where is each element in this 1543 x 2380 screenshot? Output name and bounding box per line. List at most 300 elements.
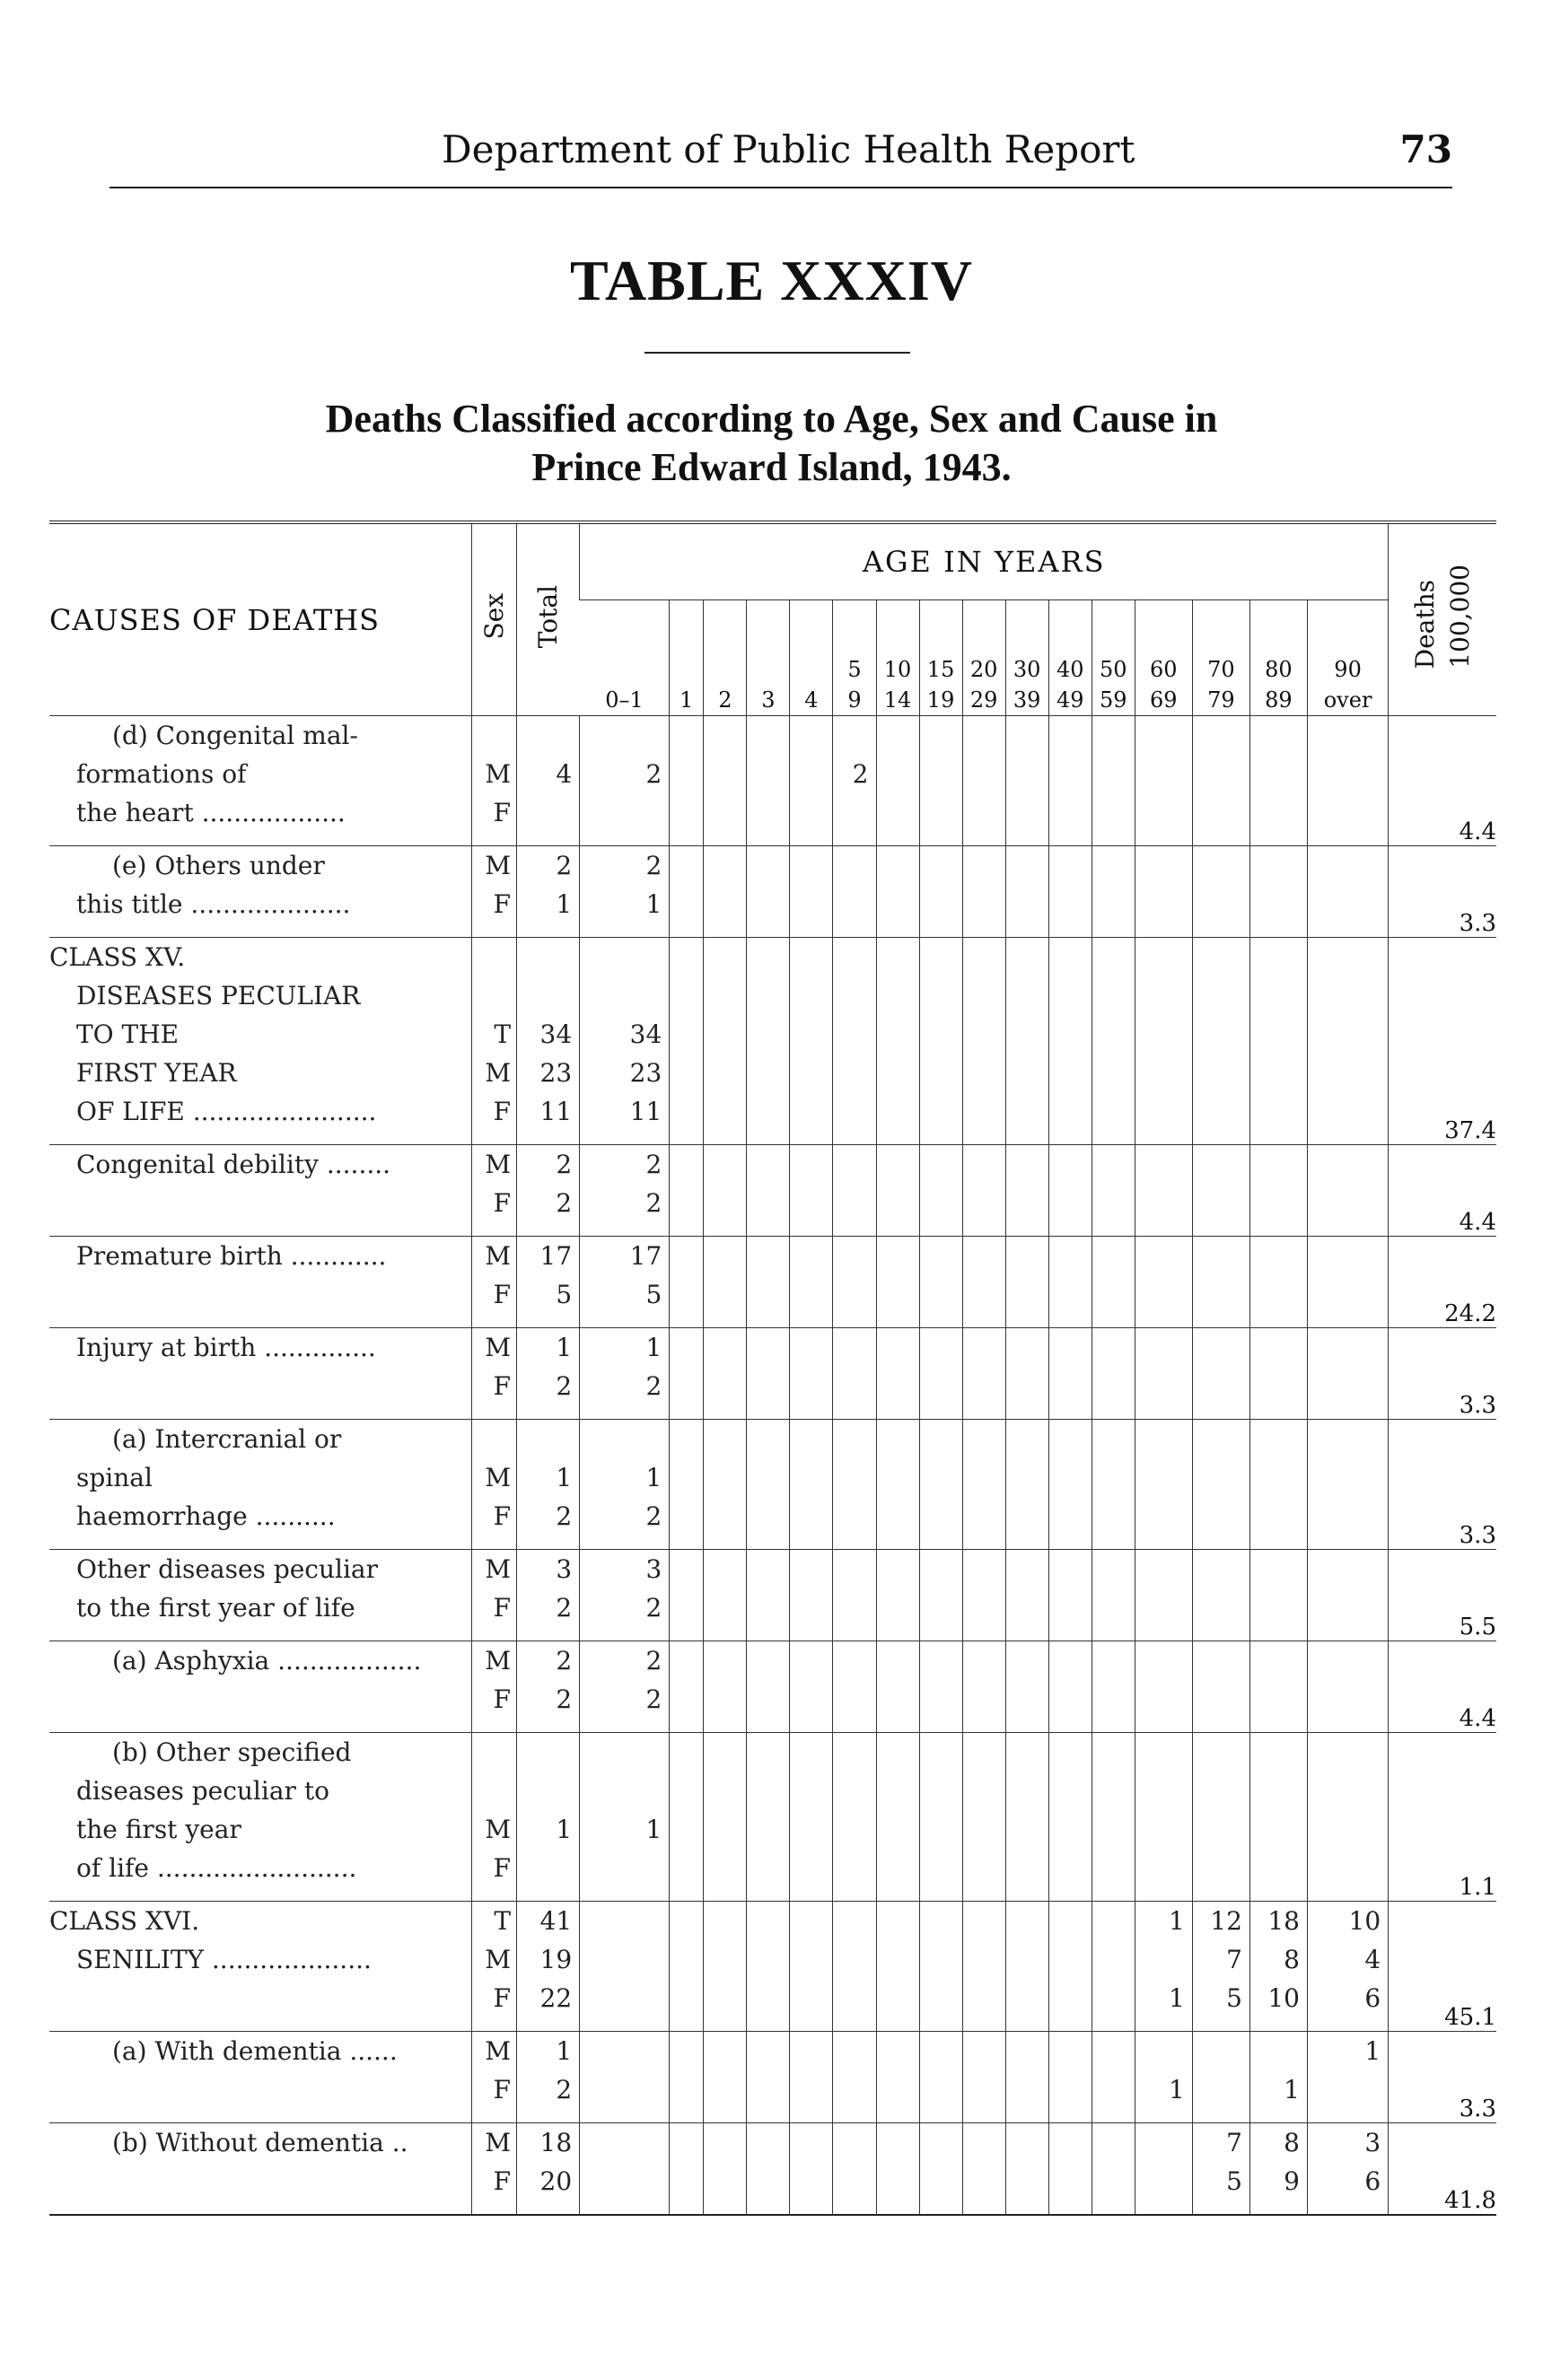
age-cell	[919, 1328, 962, 1420]
age-value	[1193, 885, 1249, 923]
sex-value: M	[485, 759, 512, 789]
age-value	[1250, 793, 1307, 832]
age-value	[1006, 1902, 1048, 1940]
age-value	[704, 1420, 746, 1458]
age-value	[790, 2123, 832, 2162]
rate-cell: 3.3	[1389, 1420, 1496, 1550]
age-value	[704, 1849, 746, 1887]
sex-cell	[472, 1641, 517, 1733]
age-value	[670, 1092, 703, 1131]
age-value	[1092, 1054, 1135, 1092]
cause-line	[49, 1367, 471, 1405]
age-value	[1193, 1328, 1249, 1367]
rate-cell: 45.1	[1389, 1902, 1496, 2032]
age-value	[1049, 846, 1091, 885]
age-value	[747, 1420, 789, 1458]
age-col-top	[580, 654, 670, 685]
age-value	[1049, 2162, 1091, 2201]
age-cell	[670, 938, 704, 1145]
age-value	[963, 1275, 1005, 1314]
age-value	[1135, 1458, 1192, 1497]
age-value: 7	[1226, 1945, 1242, 1974]
age-value	[747, 1237, 789, 1275]
age-cell	[833, 938, 876, 1145]
age-value: 1	[1169, 1983, 1185, 2013]
cause-line: (a) With dementia ......	[112, 2036, 398, 2066]
age-value	[1092, 1367, 1135, 1405]
cause-line	[49, 1979, 471, 2017]
age-cell	[1091, 1550, 1135, 1641]
age-value	[704, 1145, 746, 1184]
age-value	[877, 1328, 919, 1367]
age-value	[920, 1902, 962, 1940]
age-value	[1049, 976, 1091, 1015]
age-value	[670, 2162, 703, 2201]
age-value	[1092, 1772, 1135, 1810]
age-value: 2	[645, 1371, 662, 1401]
age-value	[704, 1054, 746, 1092]
total-cell	[517, 846, 580, 938]
age-cell	[876, 1145, 919, 1237]
age-value	[1308, 1497, 1388, 1536]
age-value	[920, 2162, 962, 2201]
age-value	[790, 1015, 832, 1054]
age-value	[670, 1772, 703, 1810]
cause-line: of life .........................	[76, 1853, 357, 1883]
age-value	[1049, 793, 1091, 832]
age-cell	[962, 2123, 1005, 2215]
age-cell	[1192, 1641, 1249, 1733]
age-value	[670, 2123, 703, 2162]
age-cell	[962, 1641, 1005, 1733]
age-value	[704, 2162, 746, 2201]
age-value	[790, 1849, 832, 1887]
age-value	[833, 1328, 875, 1367]
total-value	[517, 1772, 579, 1810]
age-cell	[1192, 1420, 1249, 1550]
sex-value: M	[485, 1241, 512, 1271]
age-value	[1006, 1497, 1048, 1536]
cause-cell	[49, 716, 472, 846]
age-col-header	[747, 600, 790, 716]
age-value	[1193, 1772, 1249, 1810]
age-value	[747, 1772, 789, 1810]
age-cell	[670, 1641, 704, 1733]
age-value	[1006, 1367, 1048, 1405]
table-row	[49, 2123, 1496, 2215]
age-value	[963, 1054, 1005, 1092]
age-value	[963, 1145, 1005, 1184]
total-value: 17	[539, 1241, 573, 1271]
age-value	[580, 2032, 669, 2070]
total-value: 20	[539, 2166, 573, 2196]
age-value	[963, 1588, 1005, 1627]
age-value	[1308, 1849, 1388, 1887]
age-cell	[580, 1145, 670, 1237]
age-value	[704, 716, 746, 755]
age-cell	[670, 1550, 704, 1641]
age-value	[790, 1184, 832, 1222]
age-value	[704, 755, 746, 793]
age-value	[1308, 1420, 1388, 1458]
age-cell	[790, 716, 833, 846]
age-value	[1092, 1979, 1135, 2017]
age-value	[790, 1902, 832, 1940]
age-value	[1135, 1145, 1192, 1184]
age-value	[963, 716, 1005, 755]
cause-line: Injury at birth ..............	[76, 1333, 376, 1362]
age-value	[877, 1367, 919, 1405]
age-value	[670, 1015, 703, 1054]
age-value	[877, 2123, 919, 2162]
age-value	[1049, 1184, 1091, 1222]
age-value	[704, 793, 746, 832]
cause-line: diseases peculiar to	[76, 1776, 329, 1806]
age-value	[1135, 1497, 1192, 1536]
age-value	[833, 1979, 875, 2017]
age-value	[833, 1015, 875, 1054]
sex-cell	[472, 1237, 517, 1328]
rate-cell: 3.3	[1389, 2032, 1496, 2123]
cause-line: CLASS XVI.	[49, 1906, 200, 1936]
age-cell	[1249, 1145, 1307, 1237]
age-value	[833, 1940, 875, 1979]
age-value	[833, 938, 875, 976]
age-value	[790, 846, 832, 885]
age-value	[670, 1145, 703, 1184]
age-cell	[670, 1733, 704, 1902]
age-value	[1006, 976, 1048, 1015]
age-value	[1250, 1237, 1307, 1275]
cause-cell	[49, 1550, 472, 1641]
age-value	[1049, 2070, 1091, 2109]
age-cell	[747, 1902, 790, 2032]
age-cell	[1005, 846, 1048, 938]
age-value	[1049, 2032, 1091, 2070]
age-cell	[1091, 1733, 1135, 1902]
table-row	[49, 2032, 1496, 2123]
age-value	[1135, 1015, 1192, 1054]
age-value: 2	[645, 1501, 662, 1531]
age-value	[670, 1641, 703, 1680]
age-value	[1135, 1849, 1192, 1887]
age-value	[1006, 1420, 1048, 1458]
age-value	[833, 1680, 875, 1719]
age-col-header	[1307, 600, 1388, 716]
age-value: 2	[645, 759, 662, 789]
cause-line: the first year	[76, 1815, 241, 1844]
cause-cell	[49, 1420, 472, 1550]
age-cell	[704, 1550, 747, 1641]
age-value	[580, 1772, 669, 1810]
age-value	[920, 938, 962, 976]
age-cell	[790, 1328, 833, 1420]
age-value	[877, 1588, 919, 1627]
age-value	[963, 1328, 1005, 1367]
age-col-top	[670, 654, 703, 685]
age-col-top: 30	[1013, 657, 1041, 682]
age-cell	[833, 1902, 876, 2032]
age-value	[1250, 1092, 1307, 1131]
age-cell	[1135, 1550, 1192, 1641]
age-value	[1049, 716, 1091, 755]
age-value	[1135, 938, 1192, 976]
age-value	[790, 1588, 832, 1627]
age-value	[833, 793, 875, 832]
age-value	[920, 1458, 962, 1497]
age-value	[790, 1458, 832, 1497]
age-cell	[1192, 1328, 1249, 1420]
age-value	[963, 755, 1005, 793]
cause-line: Premature birth ............	[76, 1241, 387, 1271]
age-value	[1250, 755, 1307, 793]
age-value	[877, 1275, 919, 1314]
age-cell	[876, 2123, 919, 2215]
age-value	[670, 716, 703, 755]
age-value	[963, 1902, 1005, 1940]
age-value	[1308, 1550, 1388, 1588]
age-value	[1308, 1641, 1388, 1680]
age-cell	[919, 716, 962, 846]
age-col-top: 5	[847, 657, 862, 682]
age-cell	[1005, 1420, 1048, 1550]
age-value	[1193, 1497, 1249, 1536]
title-rule	[644, 352, 910, 354]
age-cell	[580, 1328, 670, 1420]
age-cell	[1192, 1145, 1249, 1237]
age-cell	[876, 2032, 919, 2123]
age-value	[704, 1367, 746, 1405]
age-col-bottom: 29	[969, 687, 998, 713]
age-value	[920, 1733, 962, 1772]
age-value	[920, 793, 962, 832]
age-value	[790, 1237, 832, 1275]
age-value	[670, 1680, 703, 1719]
age-col-bottom: over	[1323, 687, 1372, 713]
table-row	[49, 938, 1496, 1145]
age-cell	[580, 1641, 670, 1733]
age-value	[790, 938, 832, 976]
cause-cell	[49, 1237, 472, 1328]
age-value	[1092, 1680, 1135, 1719]
age-value	[833, 1810, 875, 1849]
total-value	[517, 938, 579, 976]
age-value: 4	[1364, 1945, 1381, 1974]
age-value: 1	[1364, 2036, 1381, 2066]
age-cell	[1307, 846, 1388, 938]
age-value	[877, 1979, 919, 2017]
age-value	[833, 846, 875, 885]
age-value	[877, 755, 919, 793]
age-value	[670, 2070, 703, 2109]
age-value	[963, 1458, 1005, 1497]
age-cell	[747, 716, 790, 846]
age-value	[580, 1902, 669, 1940]
age-value	[963, 1733, 1005, 1772]
age-value	[1250, 1054, 1307, 1092]
age-value	[963, 1367, 1005, 1405]
rate-header-text-2: 100,000	[1444, 564, 1475, 669]
age-value	[1092, 2032, 1135, 2070]
age-value	[1308, 1772, 1388, 1810]
age-value	[1135, 1588, 1192, 1627]
age-value: 5	[1226, 1983, 1242, 2013]
age-value	[1308, 885, 1388, 923]
sex-value: M	[485, 1646, 512, 1676]
age-col-top: 10	[883, 657, 912, 682]
age-value	[833, 1367, 875, 1405]
age-value	[877, 1015, 919, 1054]
rate-cell: 1.1	[1389, 1733, 1496, 1902]
age-cell	[833, 1145, 876, 1237]
age-value	[1006, 1054, 1048, 1092]
age-value	[1193, 2070, 1249, 2109]
age-value	[1006, 1184, 1048, 1222]
rate-cell: 3.3	[1389, 1328, 1496, 1420]
age-value	[877, 1641, 919, 1680]
age-value	[1135, 1733, 1192, 1772]
age-value	[1092, 1550, 1135, 1588]
age-cell	[704, 716, 747, 846]
age-cell	[833, 1420, 876, 1550]
age-value	[790, 976, 832, 1015]
age-col-bottom: 69	[1150, 687, 1178, 713]
age-value	[747, 1979, 789, 2017]
total-header-text: Total	[532, 584, 563, 649]
total-value: 11	[539, 1097, 573, 1126]
cause-line	[49, 1680, 471, 1719]
age-cell	[1307, 716, 1388, 846]
sex-value	[472, 1772, 516, 1810]
age-value	[1006, 1458, 1048, 1497]
age-cell	[1135, 2123, 1192, 2215]
table-subtitle	[0, 395, 1543, 492]
total-value: 2	[556, 1684, 573, 1714]
age-value	[1092, 716, 1135, 755]
page-number: 73	[1399, 127, 1452, 171]
age-value	[747, 1940, 789, 1979]
age-value: 2	[645, 1150, 662, 1179]
age-col-top	[747, 654, 789, 685]
age-value	[1135, 1367, 1192, 1405]
age-value: 1	[645, 889, 662, 919]
age-cell	[919, 846, 962, 938]
age-value	[833, 1733, 875, 1772]
age-value	[580, 1733, 669, 1772]
age-value	[920, 2032, 962, 2070]
age-value	[747, 1849, 789, 1887]
age-value	[1049, 1458, 1091, 1497]
age-value	[704, 1550, 746, 1588]
age-value	[670, 1328, 703, 1367]
age-cell	[1135, 1902, 1192, 2032]
age-value	[963, 1979, 1005, 2017]
age-value	[1092, 1015, 1135, 1054]
age-value	[1250, 1849, 1307, 1887]
age-value: 1	[645, 1815, 662, 1844]
age-value	[670, 1810, 703, 1849]
total-value: 1	[556, 1815, 573, 1844]
age-value	[1193, 1145, 1249, 1184]
age-cell	[1091, 1902, 1135, 2032]
age-cell	[1135, 716, 1192, 846]
total-value: 2	[556, 1150, 573, 1179]
age-cell	[1249, 1902, 1307, 2032]
table-row	[49, 1733, 1496, 1902]
age-cell	[919, 1420, 962, 1550]
age-value	[1250, 2032, 1307, 2070]
age-col-header	[1048, 600, 1091, 716]
age-value	[704, 1940, 746, 1979]
sex-value: T	[494, 1019, 512, 1049]
cause-line: CLASS XV.	[49, 942, 186, 972]
age-value	[1135, 976, 1192, 1015]
sex-value: F	[493, 1684, 512, 1714]
age-value	[1250, 1588, 1307, 1627]
age-cell	[1135, 1237, 1192, 1328]
cause-cell	[49, 2032, 472, 2123]
age-cell	[1091, 1237, 1135, 1328]
age-cell	[1048, 1145, 1091, 1237]
age-cell	[670, 716, 704, 846]
age-col-bottom: 89	[1265, 687, 1293, 713]
age-value	[670, 1367, 703, 1405]
age-cell	[962, 1328, 1005, 1420]
cause-line: (a) Intercranial or	[112, 1424, 342, 1454]
age-cell	[833, 1733, 876, 1902]
cause-line: haemorrhage ..........	[76, 1501, 336, 1531]
age-value	[1049, 1810, 1091, 1849]
sex-value: F	[493, 1280, 512, 1309]
cause-cell	[49, 1641, 472, 1733]
age-cell	[747, 1145, 790, 1237]
age-cell	[1307, 1237, 1388, 1328]
age-col-header	[1249, 600, 1307, 716]
age-value	[1006, 1979, 1048, 2017]
age-value	[1049, 1367, 1091, 1405]
age-value	[877, 1550, 919, 1588]
age-value	[1049, 1015, 1091, 1054]
age-value: 8	[1284, 2128, 1300, 2157]
age-value	[1308, 793, 1388, 832]
age-value	[920, 1367, 962, 1405]
age-col-bottom: 39	[1013, 687, 1041, 713]
table-row	[49, 1902, 1496, 2032]
age-cell	[1249, 846, 1307, 938]
age-cell	[919, 1145, 962, 1237]
age-col-bottom: 0–1	[605, 687, 644, 713]
age-cell	[876, 846, 919, 938]
age-cell	[876, 1902, 919, 2032]
age-cell	[833, 2123, 876, 2215]
sex-value: M	[485, 1945, 512, 1974]
age-cell	[580, 1902, 670, 2032]
age-cell	[704, 1641, 747, 1733]
age-value	[920, 1810, 962, 1849]
age-cell	[747, 1550, 790, 1641]
table-row	[49, 716, 1496, 846]
age-value	[1308, 1275, 1388, 1314]
age-value	[704, 885, 746, 923]
age-cell	[1249, 1550, 1307, 1641]
cause-line: DISEASES PECULIAR	[76, 981, 361, 1011]
age-value	[1135, 2032, 1192, 2070]
age-value	[877, 1772, 919, 1810]
age-cell	[670, 846, 704, 938]
age-cell	[747, 1328, 790, 1420]
cause-cell	[49, 1328, 472, 1420]
age-value	[1049, 885, 1091, 923]
